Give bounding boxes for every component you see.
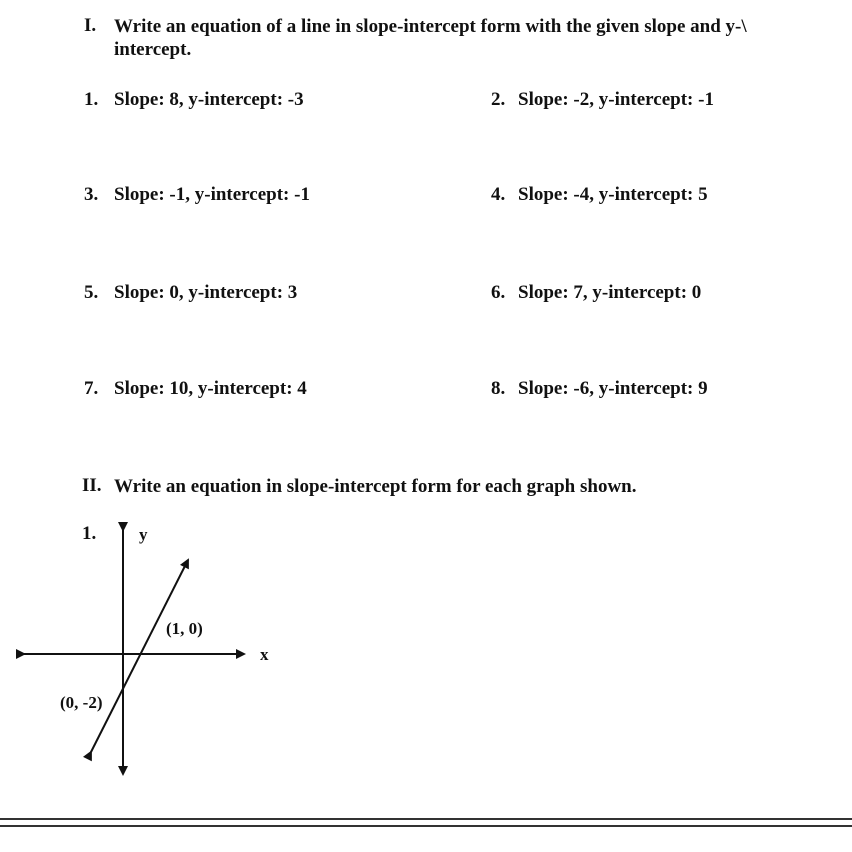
point-label-1-0: (1, 0) bbox=[166, 619, 203, 638]
x-axis-label: x bbox=[260, 645, 269, 664]
problem-1-number: 1. bbox=[84, 89, 99, 110]
problem-8-text: Slope: -6, y-intercept: 9 bbox=[518, 378, 708, 399]
graphed-line bbox=[91, 560, 188, 752]
problem-5-number: 5. bbox=[84, 282, 99, 303]
problem-2-number: 2. bbox=[491, 89, 506, 110]
problem-4-text: Slope: -4, y-intercept: 5 bbox=[518, 184, 708, 205]
graph-problem-number: 1. bbox=[82, 523, 97, 544]
problem-6-number: 6. bbox=[491, 282, 506, 303]
section-two-number: II. bbox=[82, 475, 102, 496]
problem-4-number: 4. bbox=[491, 184, 506, 205]
section-one-instruction-line1: Write an equation of a line in slope-intercept form with the given slope and y-\ bbox=[114, 16, 747, 37]
bottom-rule-lower bbox=[0, 825, 852, 827]
y-axis-label: y bbox=[139, 525, 148, 544]
problem-6-text: Slope: 7, y-intercept: 0 bbox=[518, 282, 702, 303]
problem-1-text: Slope: 8, y-intercept: -3 bbox=[114, 89, 304, 110]
point-label-0-neg2: (0, -2) bbox=[60, 693, 103, 712]
problem-7-number: 7. bbox=[84, 378, 99, 399]
problem-3-text: Slope: -1, y-intercept: -1 bbox=[114, 184, 310, 205]
problem-2-text: Slope: -2, y-intercept: -1 bbox=[518, 89, 714, 110]
section-one-number: I. bbox=[84, 15, 97, 36]
section-two-instruction: Write an equation in slope-intercept form for each graph shown. bbox=[114, 476, 637, 497]
problem-5-text: Slope: 0, y-intercept: 3 bbox=[114, 282, 298, 303]
problem-7-text: Slope: 10, y-intercept: 4 bbox=[114, 378, 307, 399]
problem-8-number: 8. bbox=[491, 378, 506, 399]
section-one-instruction-line2: intercept. bbox=[114, 39, 192, 60]
problem-3-number: 3. bbox=[84, 184, 99, 205]
bottom-rule-upper bbox=[0, 818, 852, 820]
